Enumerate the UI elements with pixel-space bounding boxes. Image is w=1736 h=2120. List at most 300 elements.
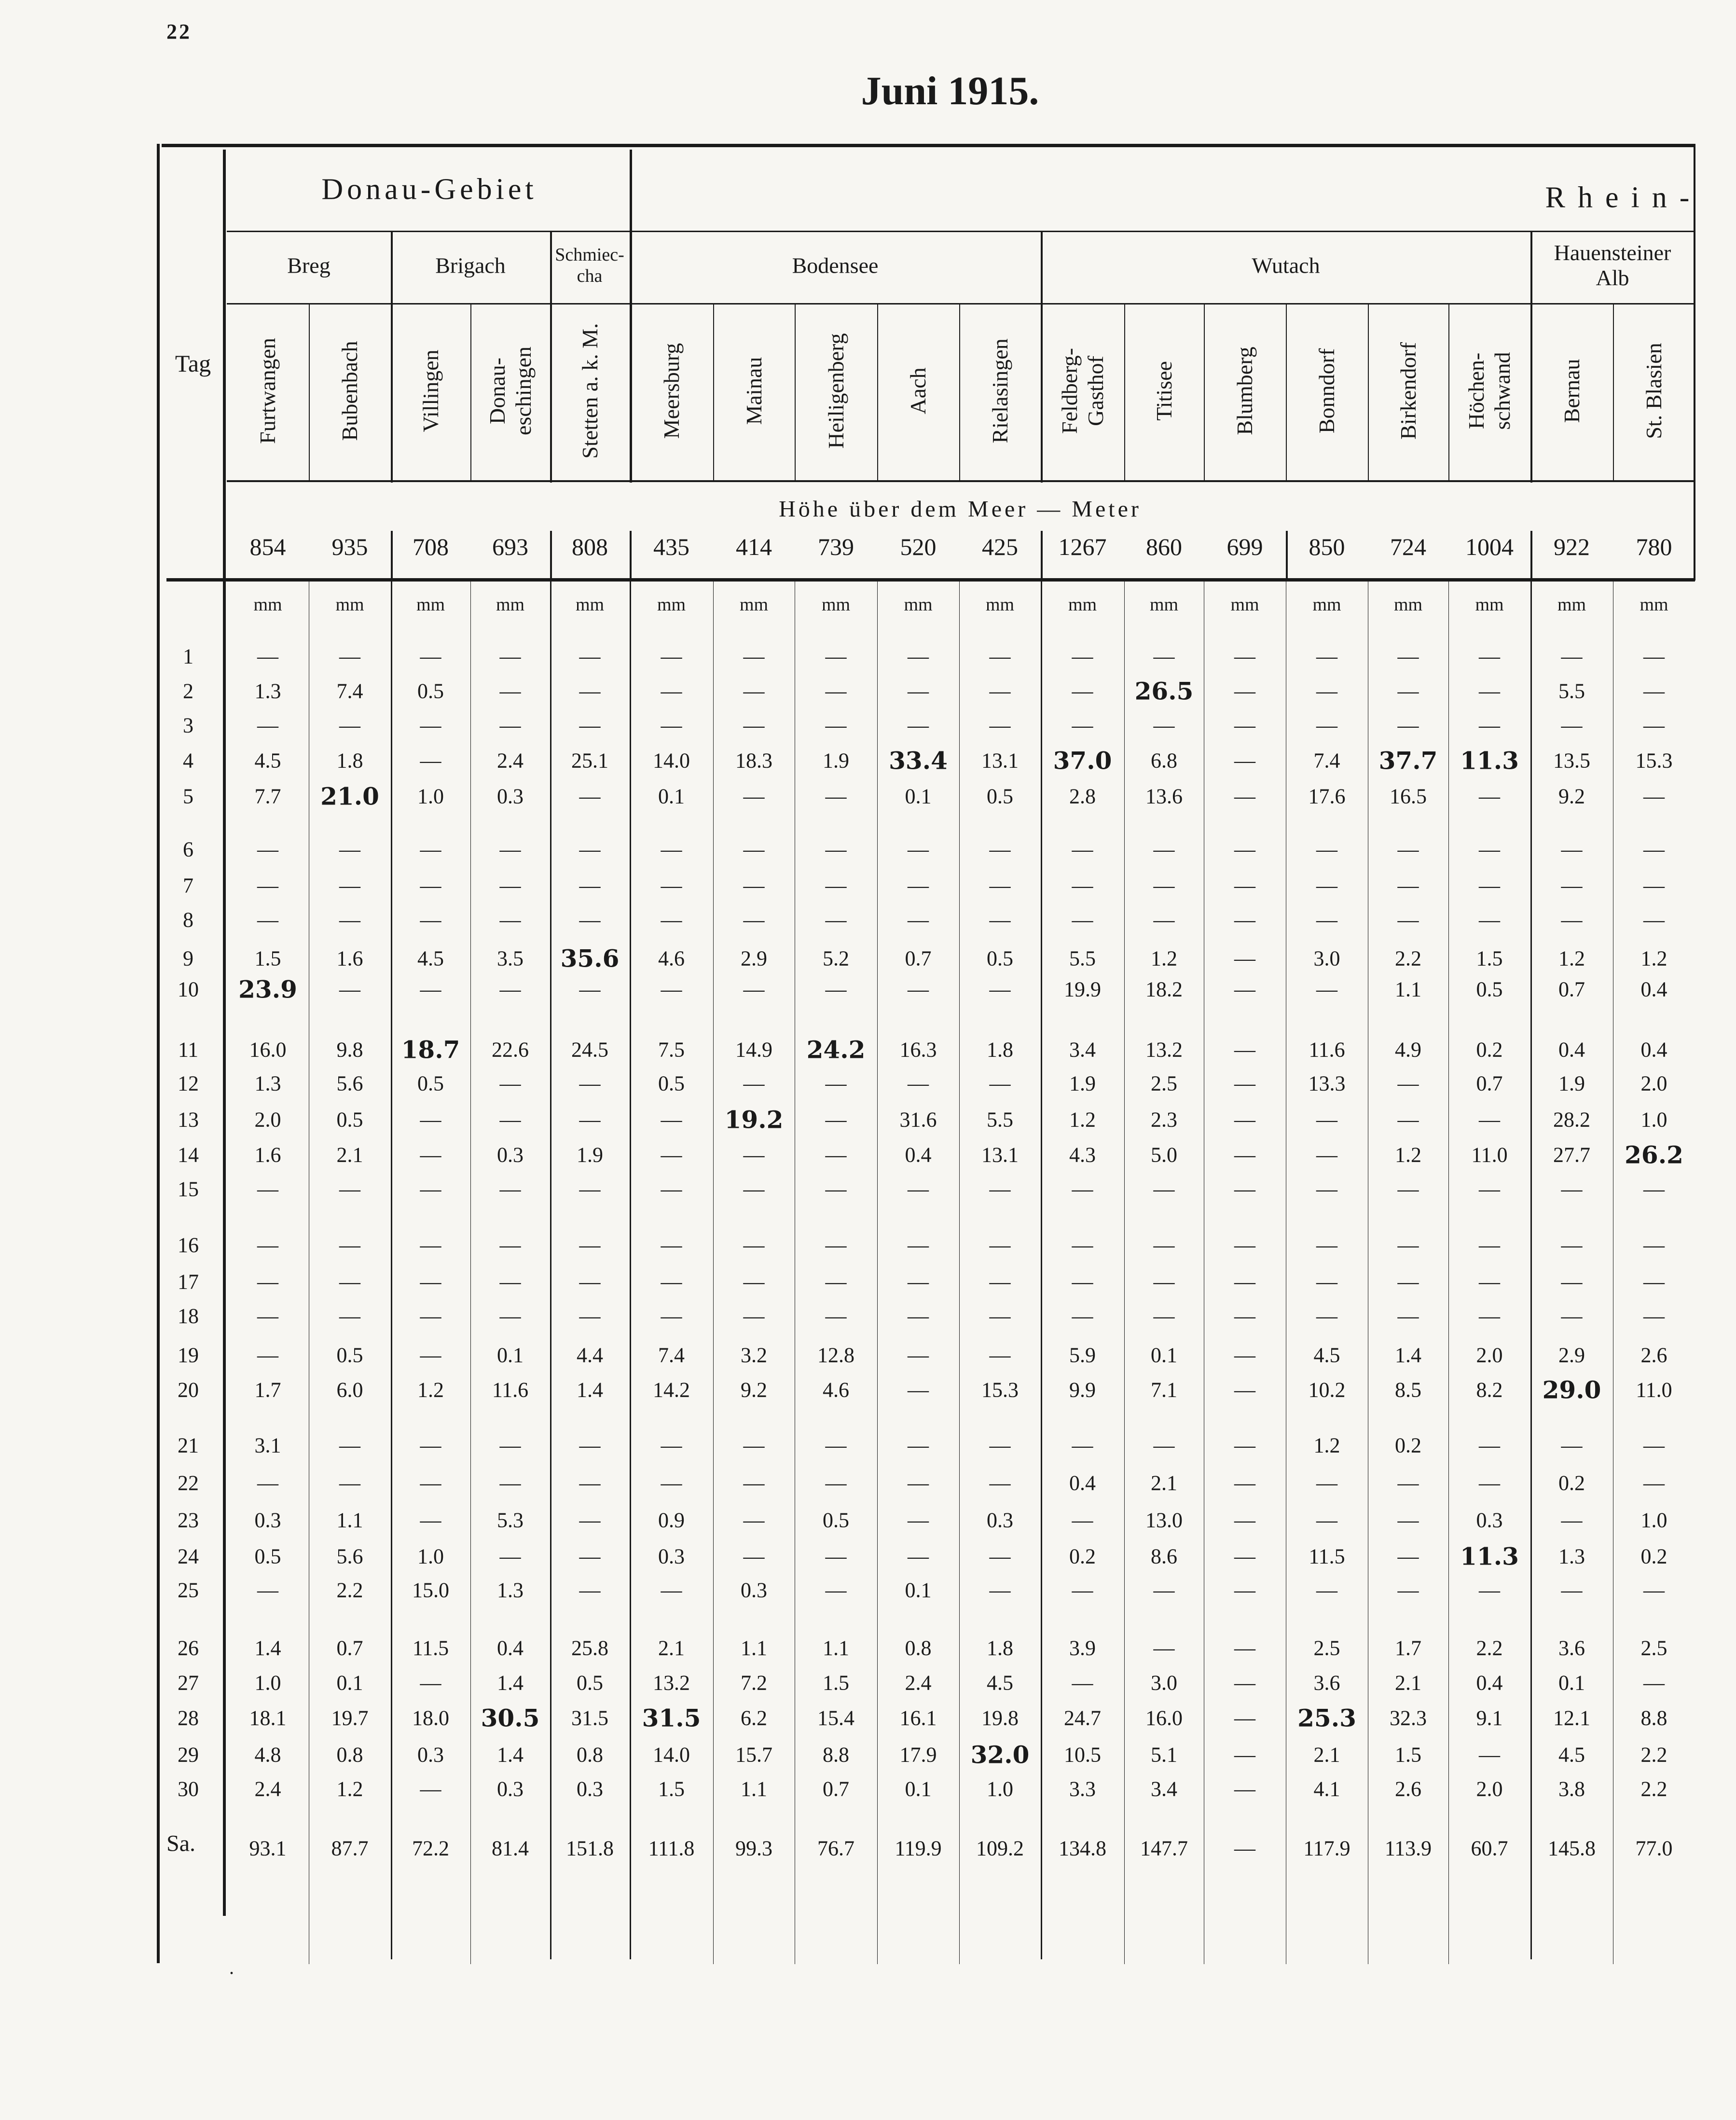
rainfall-cell: 15.0 <box>412 1578 449 1602</box>
rainfall-cell: — <box>825 1177 847 1201</box>
rainfall-cell: — <box>1234 1378 1255 1402</box>
day-column-right-line <box>223 150 226 1916</box>
rainfall-cell: 0.1 <box>1558 1671 1585 1695</box>
rainfall-cell: — <box>1479 1471 1500 1495</box>
rainfall-cell: 5.1 <box>1151 1743 1177 1767</box>
rainfall-cell: 2.5 <box>1313 1636 1340 1660</box>
rainfall-cell: — <box>908 1508 929 1532</box>
rainfall-cell: 0.4 <box>905 1143 932 1167</box>
rainfall-cell: — <box>743 1177 765 1201</box>
rainfall-cell: — <box>1234 1038 1255 1062</box>
rainfall-cell: 1.7 <box>254 1378 281 1402</box>
rainfall-cell: — <box>989 1233 1011 1257</box>
group-divider-2 <box>1041 232 1043 483</box>
rainfall-cell: 13.6 <box>1145 784 1183 808</box>
rainfall-cell: 3.2 <box>741 1343 767 1367</box>
rainfall-cell: 13.5 <box>1553 748 1590 773</box>
basin-5: Wutach <box>1252 253 1320 278</box>
rainfall-cell: — <box>1643 1304 1665 1328</box>
rainfall-cell: 1.8 <box>336 748 363 773</box>
rainfall-cell: 1.0 <box>417 1544 444 1568</box>
rainfall-cell: — <box>339 644 360 668</box>
rainfall-cell: — <box>420 908 441 932</box>
rainfall-cell: 0.1 <box>336 1671 363 1695</box>
rainfall-cell: — <box>1072 713 1093 737</box>
rainfall-cell: 1.3 <box>497 1578 524 1602</box>
rainfall-cell: 2.2 <box>1476 1636 1503 1660</box>
rainfall-cell: — <box>989 644 1011 668</box>
rainfall-cell: 1.8 <box>987 1636 1013 1660</box>
day-number: 16 <box>178 1233 199 1257</box>
rainfall-cell: 11.3 <box>1460 1542 1519 1571</box>
rainfall-cell: — <box>339 1471 360 1495</box>
rainfall-cell: 4.5 <box>1558 1743 1585 1767</box>
station-name-text: Titisee <box>1151 361 1176 421</box>
rainfall-cell: — <box>1561 713 1583 737</box>
header-basin-bottom-line <box>227 303 1695 305</box>
rainfall-cell: 2.8 <box>1069 784 1096 808</box>
day-number: 15 <box>178 1177 199 1201</box>
station-height: 922 <box>1554 533 1590 560</box>
rainfall-cell: — <box>1643 837 1665 861</box>
rainfall-cell: — <box>579 784 601 808</box>
rainfall-cell: — <box>825 977 847 1001</box>
rainfall-cell: 9.1 <box>1476 1706 1503 1730</box>
rainfall-cell: — <box>579 837 601 861</box>
rainfall-cell: 1.4 <box>254 1636 281 1660</box>
rainfall-cell: — <box>661 713 682 737</box>
rainfall-cell: — <box>1479 1233 1500 1257</box>
day-number: 17 <box>178 1270 199 1294</box>
rainfall-cell: 0.8 <box>577 1743 603 1767</box>
rainfall-cell: — <box>420 1433 441 1457</box>
rainfall-cell: — <box>499 873 521 898</box>
rainfall-cell: — <box>1234 1508 1255 1532</box>
rainfall-cell: — <box>257 1343 278 1367</box>
rainfall-cell: 2.6 <box>1395 1777 1421 1801</box>
rainfall-cell: — <box>1561 644 1583 668</box>
elev-divider-0 <box>391 531 393 579</box>
rainfall-cell: 15.7 <box>735 1743 772 1767</box>
rainfall-cell: 5.0 <box>1151 1143 1177 1167</box>
rainfall-cell: — <box>1153 837 1175 861</box>
rainfall-cell: — <box>1316 1143 1337 1167</box>
rainfall-cell: — <box>1234 679 1255 703</box>
unit-label: mm <box>1475 595 1504 615</box>
rainfall-cell: — <box>1316 977 1337 1001</box>
station-name-text: Villingen <box>418 349 443 432</box>
rainfall-cell: 7.4 <box>336 679 363 703</box>
rainfall-cell: 32.3 <box>1390 1706 1427 1730</box>
rainfall-cell: 2.1 <box>1395 1671 1421 1695</box>
rainfall-cell: — <box>257 1304 278 1328</box>
rainfall-cell: — <box>499 679 521 703</box>
unit-label: mm <box>1557 595 1586 615</box>
day-number: 9 <box>183 946 193 970</box>
rainfall-cell: 0.4 <box>1640 977 1667 1001</box>
rainfall-cell: — <box>1479 644 1500 668</box>
rainfall-cell: 0.4 <box>1558 1038 1585 1062</box>
rainfall-cell: — <box>1153 873 1175 898</box>
day-number: 8 <box>183 908 193 932</box>
rainfall-cell: — <box>499 1071 521 1095</box>
rainfall-cell: — <box>1397 1304 1419 1328</box>
rainfall-cell: 1.0 <box>987 1777 1013 1801</box>
column-divider-lower-8 <box>877 579 878 1964</box>
rainfall-cell: 2.0 <box>1640 1071 1667 1095</box>
rainfall-cell: 24.5 <box>571 1038 608 1062</box>
rainfall-cell: 8.5 <box>1395 1378 1421 1402</box>
rainfall-cell: 1.1 <box>741 1636 767 1660</box>
rainfall-cell: — <box>579 644 601 668</box>
rainfall-cell: — <box>257 1578 278 1602</box>
column-divider-15 <box>1448 304 1449 480</box>
group-divider-3 <box>1530 232 1532 483</box>
rainfall-cell: — <box>1234 1143 1255 1167</box>
station-name-text: Rielasingen <box>987 338 1012 443</box>
rainfall-cell: — <box>1072 1578 1093 1602</box>
rainfall-cell: 19.8 <box>981 1706 1019 1730</box>
unit-label: mm <box>416 595 445 615</box>
day-number: 27 <box>178 1671 199 1695</box>
day-number: 21 <box>178 1433 199 1457</box>
page-number: 22 <box>166 20 192 43</box>
group-divider-0 <box>391 232 393 483</box>
rainfall-cell: — <box>743 1433 765 1457</box>
rainfall-cell: — <box>989 837 1011 861</box>
rainfall-cell: 1.1 <box>741 1777 767 1801</box>
sum-cell: 109.2 <box>976 1836 1024 1860</box>
day-number: 30 <box>178 1777 199 1801</box>
rainfall-cell: — <box>1234 1706 1255 1730</box>
rainfall-cell: 14.2 <box>653 1378 690 1402</box>
rainfall-cell: 3.8 <box>1558 1777 1585 1801</box>
rainfall-cell: 13.0 <box>1145 1508 1183 1532</box>
rainfall-cell: 2.5 <box>1640 1636 1667 1660</box>
unit-label: mm <box>1230 595 1259 615</box>
rainfall-cell: — <box>989 908 1011 932</box>
rainfall-cell: 0.1 <box>905 1578 932 1602</box>
group-divider-1 <box>550 232 552 483</box>
rainfall-cell: 2.0 <box>1476 1777 1503 1801</box>
rainfall-cell: — <box>1316 1578 1337 1602</box>
rainfall-cell: — <box>1316 644 1337 668</box>
rainfall-cell: — <box>1643 1471 1665 1495</box>
station-name-text: Bernau <box>1559 359 1584 423</box>
rainfall-cell: — <box>1479 1578 1500 1602</box>
day-number: 1 <box>183 644 193 668</box>
day-number: 4 <box>183 748 193 773</box>
station-name-text: Donau- eschingen <box>484 346 536 435</box>
rainfall-cell: — <box>1316 837 1337 861</box>
rainfall-cell: 0.3 <box>658 1544 685 1568</box>
rainfall-cell: — <box>1397 713 1419 737</box>
frame-left-line <box>157 144 160 1963</box>
rainfall-cell: 31.5 <box>642 1704 701 1732</box>
rainfall-cell: — <box>1643 679 1665 703</box>
rainfall-cell: — <box>1072 1433 1093 1457</box>
rainfall-cell: — <box>499 1270 521 1294</box>
rainfall-cell: 12.1 <box>1553 1706 1590 1730</box>
group-divider-lower-2 <box>1041 531 1042 1959</box>
rainfall-cell: — <box>1234 713 1255 737</box>
rainfall-cell: — <box>825 1578 847 1602</box>
rainfall-cell: — <box>1643 644 1665 668</box>
station-height: 860 <box>1146 533 1182 560</box>
rainfall-cell: 1.0 <box>1640 1508 1667 1532</box>
rainfall-cell: — <box>420 748 441 773</box>
rainfall-cell: 0.4 <box>1476 1671 1503 1695</box>
rainfall-cell: — <box>1234 1671 1255 1695</box>
rainfall-cell: — <box>743 1143 765 1167</box>
rainfall-cell: — <box>579 908 601 932</box>
rainfall-cell: — <box>579 1508 601 1532</box>
rainfall-cell: — <box>661 644 682 668</box>
rainfall-cell: — <box>908 837 929 861</box>
header-region-bottom-line <box>227 231 1695 232</box>
unit-label: mm <box>1640 595 1668 615</box>
rainfall-cell: 1.7 <box>1395 1636 1421 1660</box>
rainfall-cell: 31.6 <box>899 1108 937 1132</box>
rainfall-cell: 1.5 <box>1395 1743 1421 1767</box>
station-name-text: Heiligenberg <box>823 333 848 449</box>
rainfall-cell: — <box>1153 1578 1175 1602</box>
sum-cell: 72.2 <box>412 1836 449 1860</box>
rainfall-cell: — <box>743 908 765 932</box>
rainfall-cell: 11.5 <box>412 1636 449 1660</box>
rainfall-cell: — <box>339 1304 360 1328</box>
basin-2: Brigach <box>435 253 506 278</box>
rainfall-cell: 0.4 <box>1069 1471 1096 1495</box>
station-height: 724 <box>1390 533 1426 560</box>
rainfall-cell: — <box>989 1270 1011 1294</box>
rainfall-cell: — <box>1316 908 1337 932</box>
rainfall-cell: 9.9 <box>1069 1378 1096 1402</box>
rainfall-cell: — <box>1316 1471 1337 1495</box>
rainfall-cell: 8.6 <box>1151 1544 1177 1568</box>
rainfall-cell: 0.5 <box>987 946 1013 970</box>
rainfall-cell: — <box>908 1378 929 1402</box>
station-height: 935 <box>331 533 368 560</box>
rainfall-cell: 7.4 <box>658 1343 685 1367</box>
rainfall-cell: — <box>1643 873 1665 898</box>
rainfall-cell: — <box>743 644 765 668</box>
rainfall-cell: 22.6 <box>492 1038 529 1062</box>
station-height: 808 <box>572 533 608 560</box>
rainfall-cell: 0.8 <box>336 1743 363 1767</box>
day-number: 20 <box>178 1378 199 1402</box>
rainfall-cell: 1.2 <box>1069 1108 1096 1132</box>
rainfall-cell: — <box>661 1177 682 1201</box>
rainfall-cell: 7.2 <box>741 1671 767 1695</box>
rainfall-cell: — <box>1234 1343 1255 1367</box>
rainfall-cell: — <box>1234 748 1255 773</box>
rainfall-cell: — <box>339 713 360 737</box>
rainfall-cell: 7.4 <box>1313 748 1340 773</box>
rainfall-cell: — <box>1479 1743 1500 1767</box>
rainfall-cell: — <box>1234 908 1255 932</box>
rainfall-cell: — <box>1397 837 1419 861</box>
rainfall-cell: 2.5 <box>1151 1071 1177 1095</box>
sum-cell: 60.7 <box>1471 1836 1508 1860</box>
rainfall-cell: 0.2 <box>1558 1471 1585 1495</box>
rainfall-cell: — <box>1397 1508 1419 1532</box>
rainfall-cell: — <box>1072 1177 1093 1201</box>
rainfall-cell: — <box>1316 1233 1337 1257</box>
rainfall-cell: — <box>257 1177 278 1201</box>
rainfall-cell: 6.8 <box>1151 748 1177 773</box>
sum-cell: 87.7 <box>331 1836 369 1860</box>
sum-cell: 145.8 <box>1548 1836 1596 1860</box>
station-name-text: Bubenbach <box>337 341 362 441</box>
rainfall-cell: 3.6 <box>1313 1671 1340 1695</box>
day-number: 23 <box>178 1508 199 1532</box>
rainfall-cell: 3.4 <box>1069 1038 1096 1062</box>
station-name-text: Birkendorf <box>1395 342 1420 440</box>
rainfall-cell: 11.5 <box>1309 1544 1345 1568</box>
rainfall-cell: 1.6 <box>336 946 363 970</box>
sum-cell: 81.4 <box>492 1836 529 1860</box>
rainfall-cell: 8.8 <box>823 1743 849 1767</box>
rainfall-cell: 0.2 <box>1069 1544 1096 1568</box>
rainfall-cell: — <box>1561 1177 1583 1201</box>
sum-cell: 147.7 <box>1140 1836 1188 1860</box>
column-divider-14 <box>1368 304 1369 480</box>
rainfall-cell: 1.3 <box>254 1071 281 1095</box>
elev-divider-2 <box>630 531 632 579</box>
rainfall-cell: — <box>1234 1233 1255 1257</box>
station-height: 708 <box>413 533 449 560</box>
rainfall-cell: — <box>908 1544 929 1568</box>
rainfall-cell: — <box>1072 1233 1093 1257</box>
rainfall-cell: — <box>1479 908 1500 932</box>
rainfall-cell: 0.8 <box>905 1636 932 1660</box>
rainfall-cell: 33.4 <box>889 746 948 775</box>
rainfall-cell: — <box>1397 1233 1419 1257</box>
day-number: 29 <box>178 1743 199 1767</box>
rainfall-cell: 1.3 <box>254 679 281 703</box>
stray-dot: • <box>230 1968 234 1979</box>
rainfall-cell: 27.7 <box>1553 1143 1590 1167</box>
rainfall-cell: — <box>1397 1270 1419 1294</box>
rainfall-cell: — <box>1153 1433 1175 1457</box>
rainfall-cell: — <box>339 1270 360 1294</box>
rainfall-cell: 7.7 <box>254 784 281 808</box>
rainfall-cell: 37.7 <box>1378 746 1438 775</box>
unit-label: mm <box>1068 595 1097 615</box>
rainfall-cell: — <box>1561 1233 1583 1257</box>
station-height: 425 <box>982 533 1018 560</box>
rainfall-cell: — <box>825 873 847 898</box>
rainfall-cell: — <box>1153 1177 1175 1201</box>
station-height: 1004 <box>1465 533 1514 560</box>
rainfall-cell: — <box>1561 908 1583 932</box>
rainfall-cell: — <box>1072 1671 1093 1695</box>
rainfall-cell: 0.9 <box>658 1508 685 1532</box>
station-name-text: Höchen- schwand <box>1464 352 1515 430</box>
unit-label: mm <box>1393 595 1423 615</box>
day-number: 14 <box>178 1143 199 1167</box>
rainfall-cell: 16.5 <box>1390 784 1427 808</box>
rainfall-cell: 1.2 <box>1558 946 1585 970</box>
rainfall-cell: 7.5 <box>658 1038 685 1062</box>
rainfall-cell: 29.0 <box>1542 1375 1601 1404</box>
rainfall-cell: 0.7 <box>336 1636 363 1660</box>
rainfall-cell: 10.2 <box>1308 1378 1346 1402</box>
rainfall-cell: — <box>743 713 765 737</box>
rainfall-cell: — <box>908 1233 929 1257</box>
column-divider-9 <box>959 304 960 480</box>
rainfall-cell: — <box>989 713 1011 737</box>
rainfall-cell: 0.4 <box>1640 1038 1667 1062</box>
rainfall-cell: 32.0 <box>970 1740 1030 1769</box>
station-bottom-line <box>227 480 1695 482</box>
rainfall-cell: 13.2 <box>653 1671 690 1695</box>
rainfall-cell: — <box>499 977 521 1001</box>
rainfall-cell: — <box>661 1233 682 1257</box>
rainfall-cell: 1.2 <box>336 1777 363 1801</box>
day-number: 18 <box>178 1304 199 1328</box>
rainfall-cell: 3.1 <box>254 1433 281 1457</box>
rainfall-cell: 0.3 <box>497 1777 524 1801</box>
column-divider-lower-11 <box>1124 579 1125 1964</box>
region-rhein: Rhein- <box>1545 181 1702 214</box>
rainfall-cell: — <box>339 1433 360 1457</box>
rainfall-cell: — <box>908 1270 929 1294</box>
rainfall-cell: 35.6 <box>560 944 620 973</box>
rainfall-cell: 18.3 <box>735 748 772 773</box>
rainfall-cell: 2.1 <box>336 1143 363 1167</box>
rainfall-cell: 1.6 <box>254 1143 281 1167</box>
rainfall-cell: — <box>908 873 929 898</box>
rainfall-cell: 6.2 <box>741 1706 767 1730</box>
rainfall-cell: — <box>1234 946 1255 970</box>
rainfall-cell: — <box>339 1177 360 1201</box>
rainfall-cell: — <box>420 837 441 861</box>
rainfall-cell: — <box>825 1433 847 1457</box>
rainfall-cell: 2.1 <box>1151 1471 1177 1495</box>
rainfall-cell: 0.3 <box>577 1777 603 1801</box>
rainfall-cell: 5.3 <box>497 1508 524 1532</box>
rainfall-cell: — <box>257 713 278 737</box>
unit-label: mm <box>985 595 1015 615</box>
rainfall-cell: — <box>1153 908 1175 932</box>
elev-divider-1 <box>550 531 552 579</box>
rainfall-cell: — <box>1561 1433 1583 1457</box>
rainfall-cell: 1.2 <box>1151 946 1177 970</box>
rainfall-cell: — <box>579 1177 601 1201</box>
rainfall-cell: — <box>908 644 929 668</box>
day-number: 19 <box>178 1343 199 1367</box>
rainfall-cell: — <box>1479 837 1500 861</box>
basin-1: Breg <box>287 253 331 278</box>
day-number: 24 <box>178 1544 199 1568</box>
station-height: 699 <box>1226 533 1263 560</box>
rainfall-cell: 8.2 <box>1476 1378 1503 1402</box>
column-divider-13 <box>1286 304 1287 480</box>
rainfall-cell: 25.8 <box>571 1636 608 1660</box>
rainfall-cell: — <box>1643 1433 1665 1457</box>
day-number: 28 <box>178 1706 199 1730</box>
rainfall-cell: 1.1 <box>823 1636 849 1660</box>
rainfall-cell: — <box>1397 679 1419 703</box>
rainfall-cell: — <box>257 1270 278 1294</box>
rainfall-cell: — <box>908 908 929 932</box>
column-divider-lower-3 <box>470 579 471 1964</box>
rainfall-cell: — <box>257 873 278 898</box>
rainfall-cell: — <box>1479 873 1500 898</box>
sum-cell: 151.8 <box>566 1836 614 1860</box>
